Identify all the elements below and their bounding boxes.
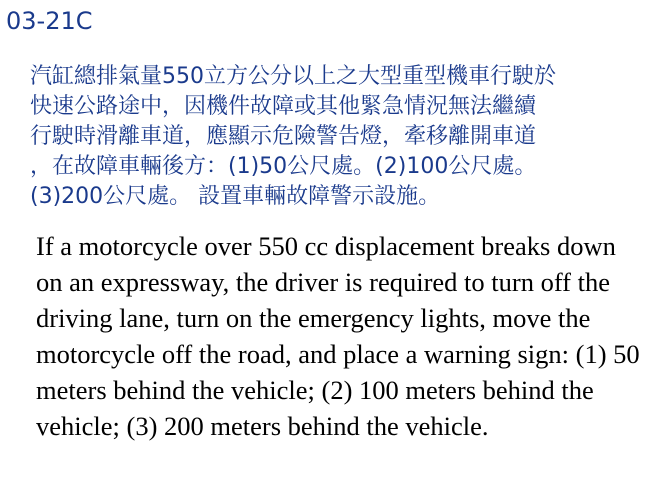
question-chinese-line: ，在故障車輛後方：(1)50公尺處。(2)100公尺處。	[30, 154, 537, 179]
question-chinese	[30, 62, 652, 212]
question-chinese-line: 汽缸總排氣量550立方公分以上之大型重型機車行駛於	[30, 64, 556, 89]
question-chinese-line: 快速公路途中，因機件故障或其他緊急情況無法繼續	[30, 94, 537, 119]
question-chinese-line: 行駛時滑離車道，應顯示危險警告燈，牽移離開車道	[30, 124, 537, 149]
question-chinese-line: (3)200公尺處。 設置車輛故障警示設施。	[30, 184, 441, 209]
question-number: 03-21C	[6, 7, 93, 35]
question-english: If a motorcycle over 550 cc displacement breaks down on an expressway, the driver is required to turn off the driving lane, turn on the emergency lights, move the motorcycle off the road, and place a warning sign: (1) 50 meters behind the vehicle; (2) 100 meters behind the vehicle; (3) 200 meters behind the vehicle.	[36, 231, 640, 441]
